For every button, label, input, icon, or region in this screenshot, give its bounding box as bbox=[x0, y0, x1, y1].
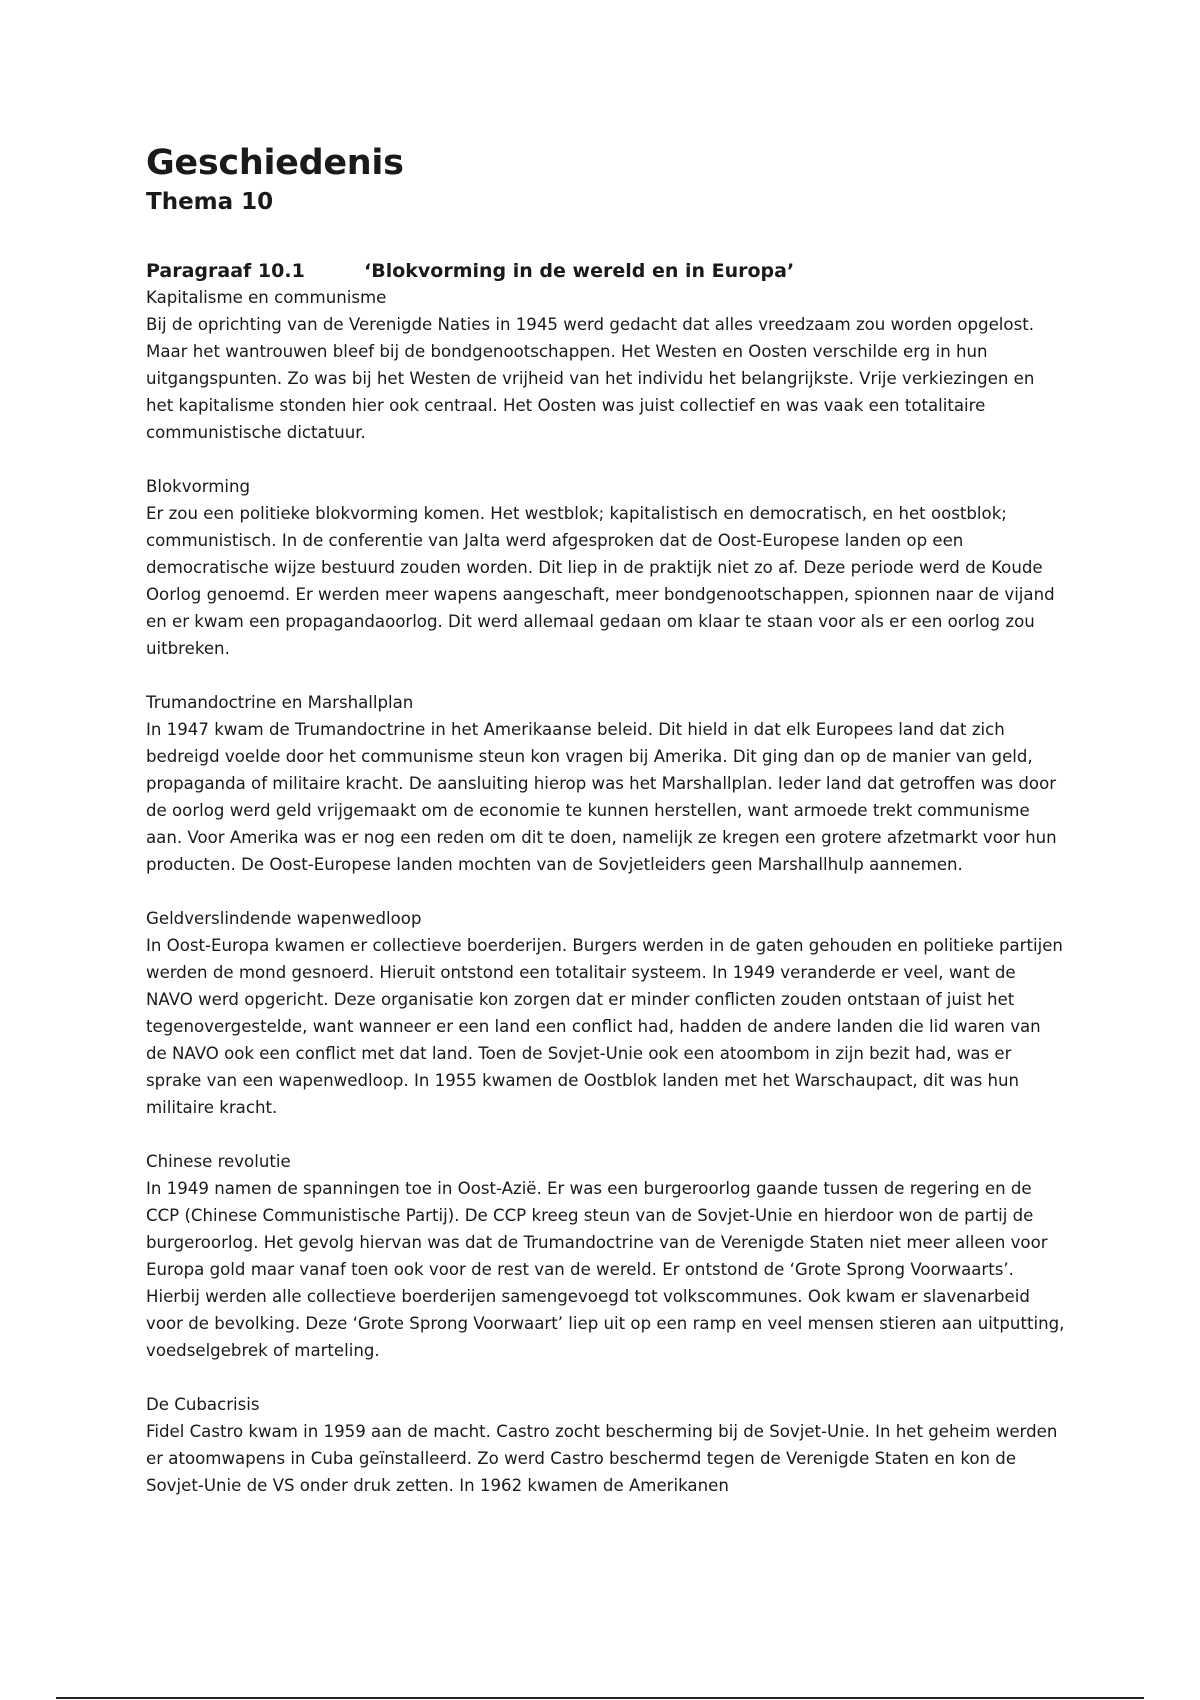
paragraph-number: Paragraaf 10.1 bbox=[146, 260, 305, 282]
section-title: De Cubacrisis bbox=[146, 1395, 260, 1414]
section-title: Geldverslindende wapenwedloop bbox=[146, 909, 422, 928]
paragraph-heading bbox=[146, 258, 1066, 284]
section-body: In 1947 kwam de Trumandoctrine in het Amerikaanse beleid. Dit hield in dat elk Europees land dat zich bedreigd voelde door het communisme steun kon vragen bij Amerika. Dit ging dan op de manier van geld, propaganda of militaire kracht. De aansluiting hierop was het Marshallplan. Ieder land dat getroffen was door de oorlog werd geld vrijgemaakt om de economie te kunnen herstellen, want armoede trekt communisme aan. Voor Amerika was er nog een reden om dit te doen, namelijk ze kregen een grotere afzetmarkt voor hun producten. De Oost-Europese landen mochten van de Sovjetleiders geen Marshallhulp aannemen. bbox=[146, 720, 1057, 874]
section-body: Fidel Castro kwam in 1959 aan de macht. Castro zocht bescherming bij de Sovjet-Unie. In het geheim werden er atoomwapens in Cuba geïnstalleerd. Zo werd Castro beschermd tegen de Verenigde Staten en kon de Sovjet-Unie de VS onder druk zetten. In 1962 kwamen de Amerikanen bbox=[146, 1422, 1058, 1495]
paragraph-title: ‘Blokvorming in de wereld en in Europa’ bbox=[364, 260, 795, 282]
document-title: Geschiedenis bbox=[146, 143, 404, 183]
section-blokvorming bbox=[146, 473, 1066, 662]
document-subtitle: Thema 10 bbox=[146, 189, 274, 215]
section-body: In Oost-Europa kwamen er collectieve boerderijen. Burgers werden in de gaten gehouden en politieke partijen werden de mond gesnoerd. Hieruit ontstond een totalitair systeem. In 1949 veranderde er veel, want de NAVO werd opgericht. Deze organisatie kon zorgen dat er minder conflicten zouden ontstaan of juist het tegenovergestelde, want wanneer er een land een conflict had, hadden de andere landen die lid waren van de NAVO ook een conflict met dat land. Toen de Sovjet-Unie ook een atoombom in zijn bezit had, was er sprake van een wapenwedloop. In 1955 kwamen de Oostblok landen met het Warschaupact, dit was hun militaire kracht. bbox=[146, 936, 1063, 1117]
section-chinese-revolutie bbox=[146, 1148, 1066, 1364]
section-title: Kapitalisme en communisme bbox=[146, 288, 387, 307]
section-body: Er zou een politieke blokvorming komen. Het westblok; kapitalistisch en democratisch, en het oostblok; communistisch. In de conferentie van Jalta werd afgesproken dat de Oost-Europese landen op een democratische wijze bestuurd zouden worden. Dit liep in de praktijk niet zo af. Deze periode werd de Koude Oorlog genoemd. Er werden meer wapens aangeschaft, meer bondgenootschappen, spionnen naar de vijand en er kwam een propagandaoorlog. Dit werd allemaal gedaan om klaar te staan voor als er een oorlog zou uitbreken. bbox=[146, 504, 1055, 658]
section-wapenwedloop bbox=[146, 905, 1066, 1121]
footer-divider bbox=[56, 1697, 1144, 1699]
section-title: Blokvorming bbox=[146, 477, 251, 496]
section-cubacrisis bbox=[146, 1391, 1066, 1499]
section-body: Bij de oprichting van de Verenigde Naties in 1945 werd gedacht dat alles vreedzaam zou worden opgelost. Maar het wantrouwen bleef bij de bondgenootschappen. Het Westen en Oosten verschilde erg in hun uitgangspunten. Zo was bij het Westen de vrijheid van het individu het belangrijkste. Vrije verkiezingen en het kapitalisme stonden hier ook centraal. Het Oosten was juist collectief en was vaak een totalitaire communistische dictatuur. bbox=[146, 315, 1035, 442]
section-title: Trumandoctrine en Marshallplan bbox=[146, 693, 414, 712]
document-page bbox=[146, 140, 1066, 1499]
section-kapitalisme bbox=[146, 284, 1066, 446]
section-trumandoctrine bbox=[146, 689, 1066, 878]
section-body: In 1949 namen de spanningen toe in Oost-Azië. Er was een burgeroorlog gaande tussen de regering en de CCP (Chinese Communistische Partij). De CCP kreeg steun van de Sovjet-Unie en hierdoor won de partij de burgeroorlog. Het gevolg hiervan was dat de Trumandoctrine van de Verenigde Staten niet meer alleen voor Europa gold maar vanaf toen ook voor de rest van de wereld. Er ontstond de ‘Grote Sprong Voorwaarts’. Hierbij werden alle collectieve boerderijen samengevoegd tot volkscommunes. Ook kwam er slavenarbeid voor de bevolking. Deze ‘Grote Sprong Voorwaart’ liep uit op een ramp en veel mensen stieren aan uitputting, voedselgebrek of marteling. bbox=[146, 1179, 1065, 1360]
section-title: Chinese revolutie bbox=[146, 1152, 291, 1171]
